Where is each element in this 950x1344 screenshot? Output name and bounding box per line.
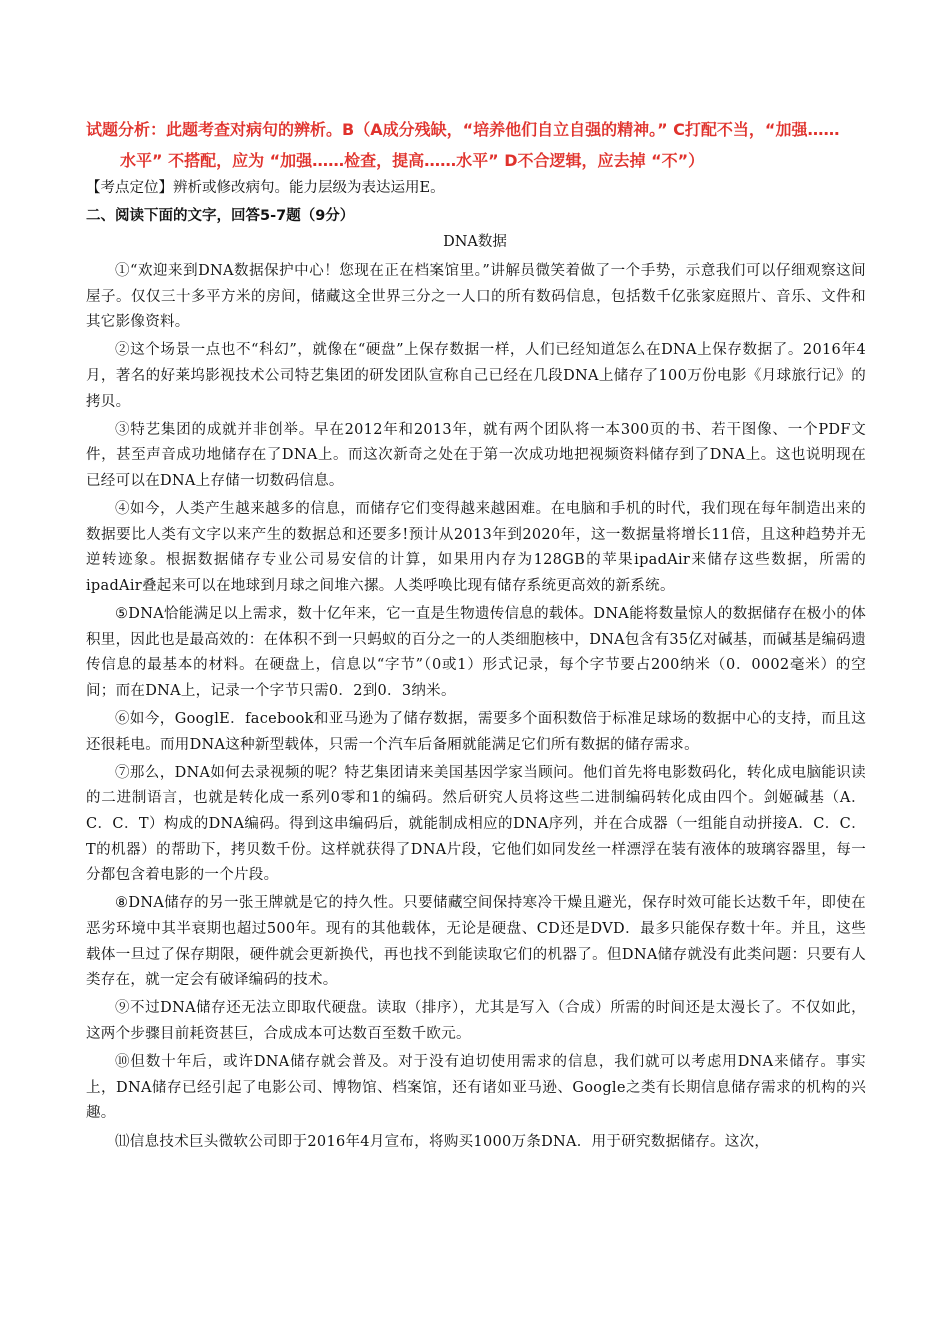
paragraph-3: ③特艺集团的成就并非创举。早在2012年和2013年，就有两个团队将一本300页的书、若干图像、一个PDF文件，甚至声音成功地储存在了DNA上。而这次新奇之处在于第一次成功地把视频资料储存到了DNA上。这也说明现在已经可以在DNA上存储一切数码信息。	[86, 421, 866, 489]
paragraph-2: ②这个场景一点也不“科幻”，就像在“硬盘”上保存数据一样，人们已经知道怎么在DNA上保存数据了。2016年4月，著名的好莱坞影视技术公司特艺集团的研发团队宣称自己已经在几段DNA上储存了100万份电影《月球旅行记》的拷贝。	[86, 342, 866, 410]
article-title: DNA数据	[443, 234, 507, 250]
paragraph-7: ⑦那么，DNA如何去录视频的呢？特艺集团请来美国基因学家当顾问。他们首先将电影数码化，转化成电脑能识读的二进制语言，也就是转化成一系列0零和1的编码。然后研究人员将这些二进制编码转化成由四个。剑姬碱基（A．C．C．T）构成的DNA编码。得到这串编码后，就能制成相应的DNA序列，并在合成器（一组能自动拼接A．C．C．T的机器）的帮助下，拷贝数千份。这样就获得了DNA片段，它他们如同发丝一样漂浮在装有液体的玻璃容器里，每一分都包含着电影的一个片段。	[86, 764, 866, 884]
paragraph-5: ⑤DNA恰能满足以上需求，数十亿年来，它一直是生物遗传信息的载体。DNA能将数量惊人的数据储存在极小的体积里，因此也是最高效的：在体积不到一只蚂蚁的百分之一的人类细胞核中，DNA包含有35亿对碱基，而碱基是编码遗传信息的最基本的材料。在硬盘上，信息以“字节”（0或1）形式记录，每个字节要占200纳米（0．0002毫米）的空间；而在DNA上，记录一个字节只需0．2到0．3纳米。	[86, 606, 866, 699]
paragraph-8: ⑧DNA储存的另一张王牌就是它的持久性。只要储藏空间保持寒冷干燥且避光，保存时效可能长达数千年，即使在恶劣环境中其半衰期也超过500年。现有的其他载体，无论是硬盘、CD还是DVD．最多只能保存数十年。并且，这些载体一旦过了保存期限，硬件就会更新换代，再也找不到能读取它们的机器了。但DNA储存就没有此类问题：只要有人类存在，就一定会有破译编码的技术。	[86, 895, 866, 989]
answer-analysis	[86, 114, 886, 176]
paragraph-11: ⑾信息技术巨头微软公司即于2016年4月宣布，将购买1000万条DNA．用于研究数据储存。这次，	[115, 1133, 770, 1150]
section-heading: 二、阅读下面的文字，回答5-7题（9分）	[86, 208, 355, 224]
article-body	[86, 259, 866, 1158]
paragraph-9: ⑨不过DNA储存还无法立即取代硬盘。读取（排序），尤其是写入（合成）所需的时间还是太漫长了。不仅如此，这两个步骤目前耗资甚巨，合成成本可达数百至数千欧元。	[86, 1000, 866, 1042]
paragraph-6: ⑥如今，GooglE．facebook和亚马逊为了储存数据，需要多个面积数倍于标准足球场的数据中心的支持，而且这还很耗电。而用DNA这种新型载体，只需一个汽车后备厢就能满足它们所有数据的储存需求。	[86, 711, 866, 753]
paragraph-4: ④如今，人类产生越来越多的信息，而储存它们变得越来越困难。在电脑和手机的时代，我们现在每年制造出来的数据要比人类有文字以来产生的数据总和还要多!预计从2013年到2020年，这一数据量将增长11倍，且这种趋势并无逆转迹象。根据数据储存专业公司易安信的计算，如果用内存为128GB的苹果ipadAir来储存这些数据，所需的ipadAir叠起来可以在地球到月球之间堆六摞。人类呼唤比现有储存系统更高效的新系统。	[86, 501, 866, 594]
paragraph-1: ①“欢迎来到DNA数据保护中心！您现在正在档案馆里。”讲解员微笑着做了一个手势，示意我们可以仔细观察这间屋子。仅仅三十多平方米的房间，储藏这全世界三分之一人口的所有数码信息，包括数千亿张家庭照片、音乐、文件和其它影像资料。	[86, 263, 866, 331]
paragraph-10: ⑩但数十年后，或许DNA储存就会普及。对于没有迫切使用需求的信息，我们就可以考虑用DNA来储存。事实上，DNA储存已经引起了电影公司、博物馆、档案馆，还有诸如亚马逊、Google之类有长期信息储存需求的机构的兴趣。	[86, 1054, 866, 1122]
analysis-line-2: 水平” 不搭配，应为 “加强……检查，提高……水平” D不合逻辑，应去掉 “不”）	[120, 151, 705, 170]
analysis-line-1: 试题分析：此题考查对病句的辨析。B（A成分残缺，“培养他们自立自强的精神。” C打配不当，“加强……	[86, 120, 840, 139]
exam-point-note: 【考点定位】辨析或修改病句。能力层级为表达运用E。	[86, 180, 445, 196]
